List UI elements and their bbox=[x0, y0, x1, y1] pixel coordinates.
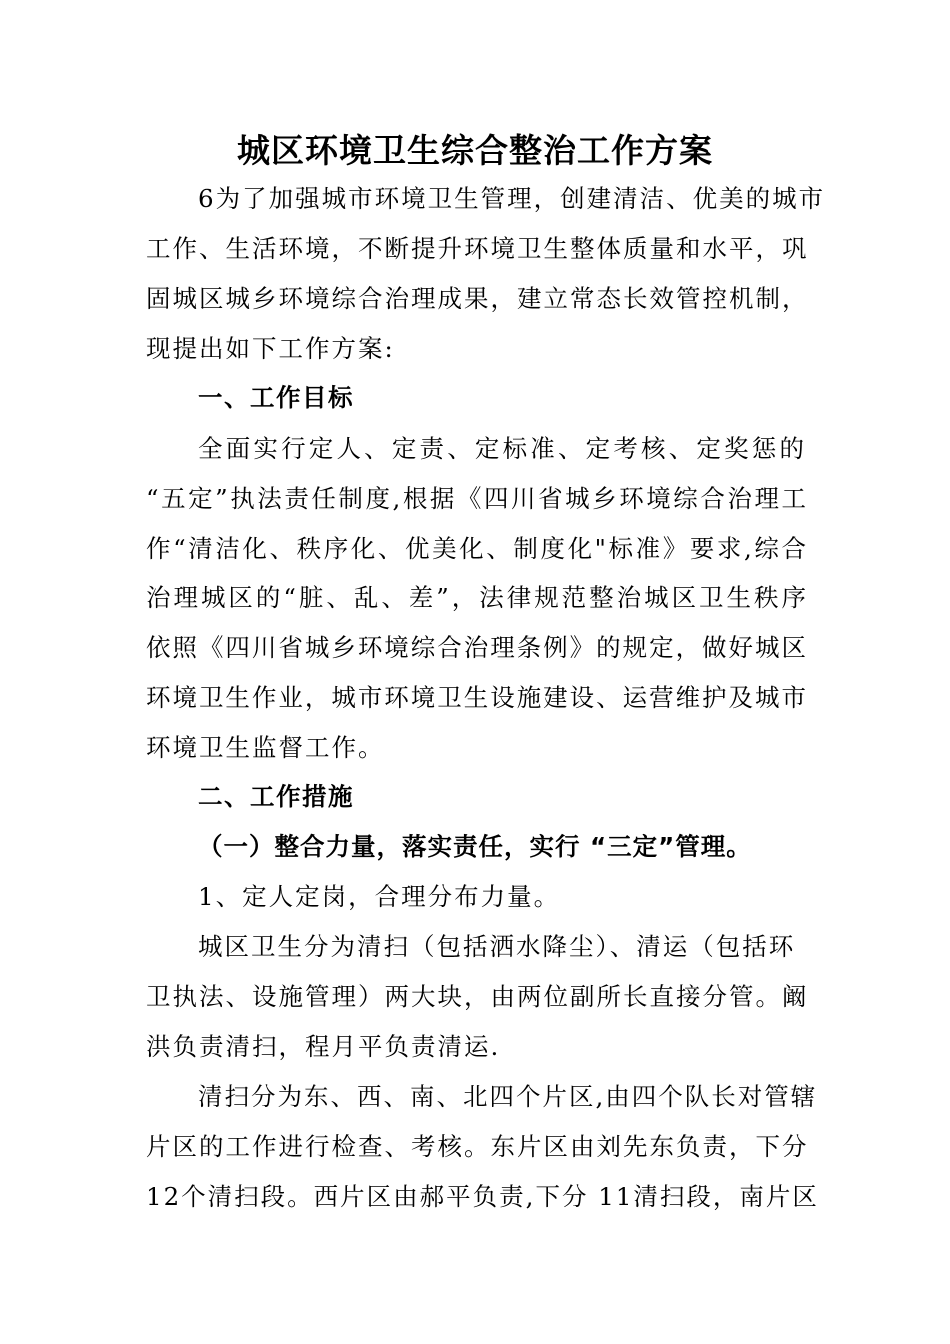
paragraph-line: 固城区城乡环境综合治理成果，建立常态长效管控机制， bbox=[146, 284, 809, 313]
paragraph-line: 1、定人定岗，合理分布力量。 bbox=[198, 882, 561, 911]
subsection-heading: （一）整合力量，落实责任，实行 “三定”管理。 bbox=[198, 832, 752, 861]
paragraph-line: 清扫分为东、西、南、北四个片区,由四个队长对管辖 bbox=[198, 1082, 818, 1111]
paragraph-line: 依照《四川省城乡环境综合治理条例》的规定，做好城区 bbox=[146, 633, 806, 662]
paragraph-line: 片区的工作进行检查、考核。东片区由刘先东负责，下分 bbox=[146, 1132, 809, 1161]
section-heading: 二、工作措施 bbox=[198, 782, 354, 811]
paragraph-line: 环境卫生作业，城市环境卫生设施建设、运营维护及城市 bbox=[146, 683, 806, 712]
paragraph-line: 城区卫生分为清扫（包括洒水降尘）、清运（包括环 bbox=[198, 932, 796, 961]
paragraph-line: 卫执法、设施管理）两大块，由两位副所长直接分管。阚 bbox=[146, 982, 809, 1011]
paragraph-line: 环境卫生监督工作。 bbox=[146, 733, 385, 762]
document-title: 城区环境卫生综合整治工作方案 bbox=[237, 131, 713, 170]
paragraph-line: 洪负责清扫，程月平负责清运. bbox=[146, 1032, 501, 1061]
paragraph-line: 作“清洁化、秩序化、优美化、制度化"标准》要求,综合 bbox=[146, 534, 806, 563]
section-heading: 一、工作目标 bbox=[198, 383, 354, 412]
paragraph-line: 全面实行定人、定责、定标准、定考核、定奖惩的 bbox=[198, 434, 804, 463]
paragraph-line: 工作、生活环境，不断提升环境卫生整体质量和水平，巩 bbox=[146, 234, 809, 263]
paragraph-line: 6为了加强城市环境卫生管理，创建清洁、优美的城市 bbox=[198, 184, 826, 213]
paragraph-line: 现提出如下工作方案: bbox=[146, 334, 395, 363]
paragraph-line: “五定”执法责任制度,根据《四川省城乡环境综合治理工 bbox=[146, 484, 806, 513]
paragraph-line: 治理城区的“脏、乱、差”，法律规范整治城区卫生秩序 bbox=[146, 583, 806, 612]
paragraph-line: 12个清扫段。西片区由郝平负责,下分 11清扫段，南片区 bbox=[146, 1182, 819, 1211]
